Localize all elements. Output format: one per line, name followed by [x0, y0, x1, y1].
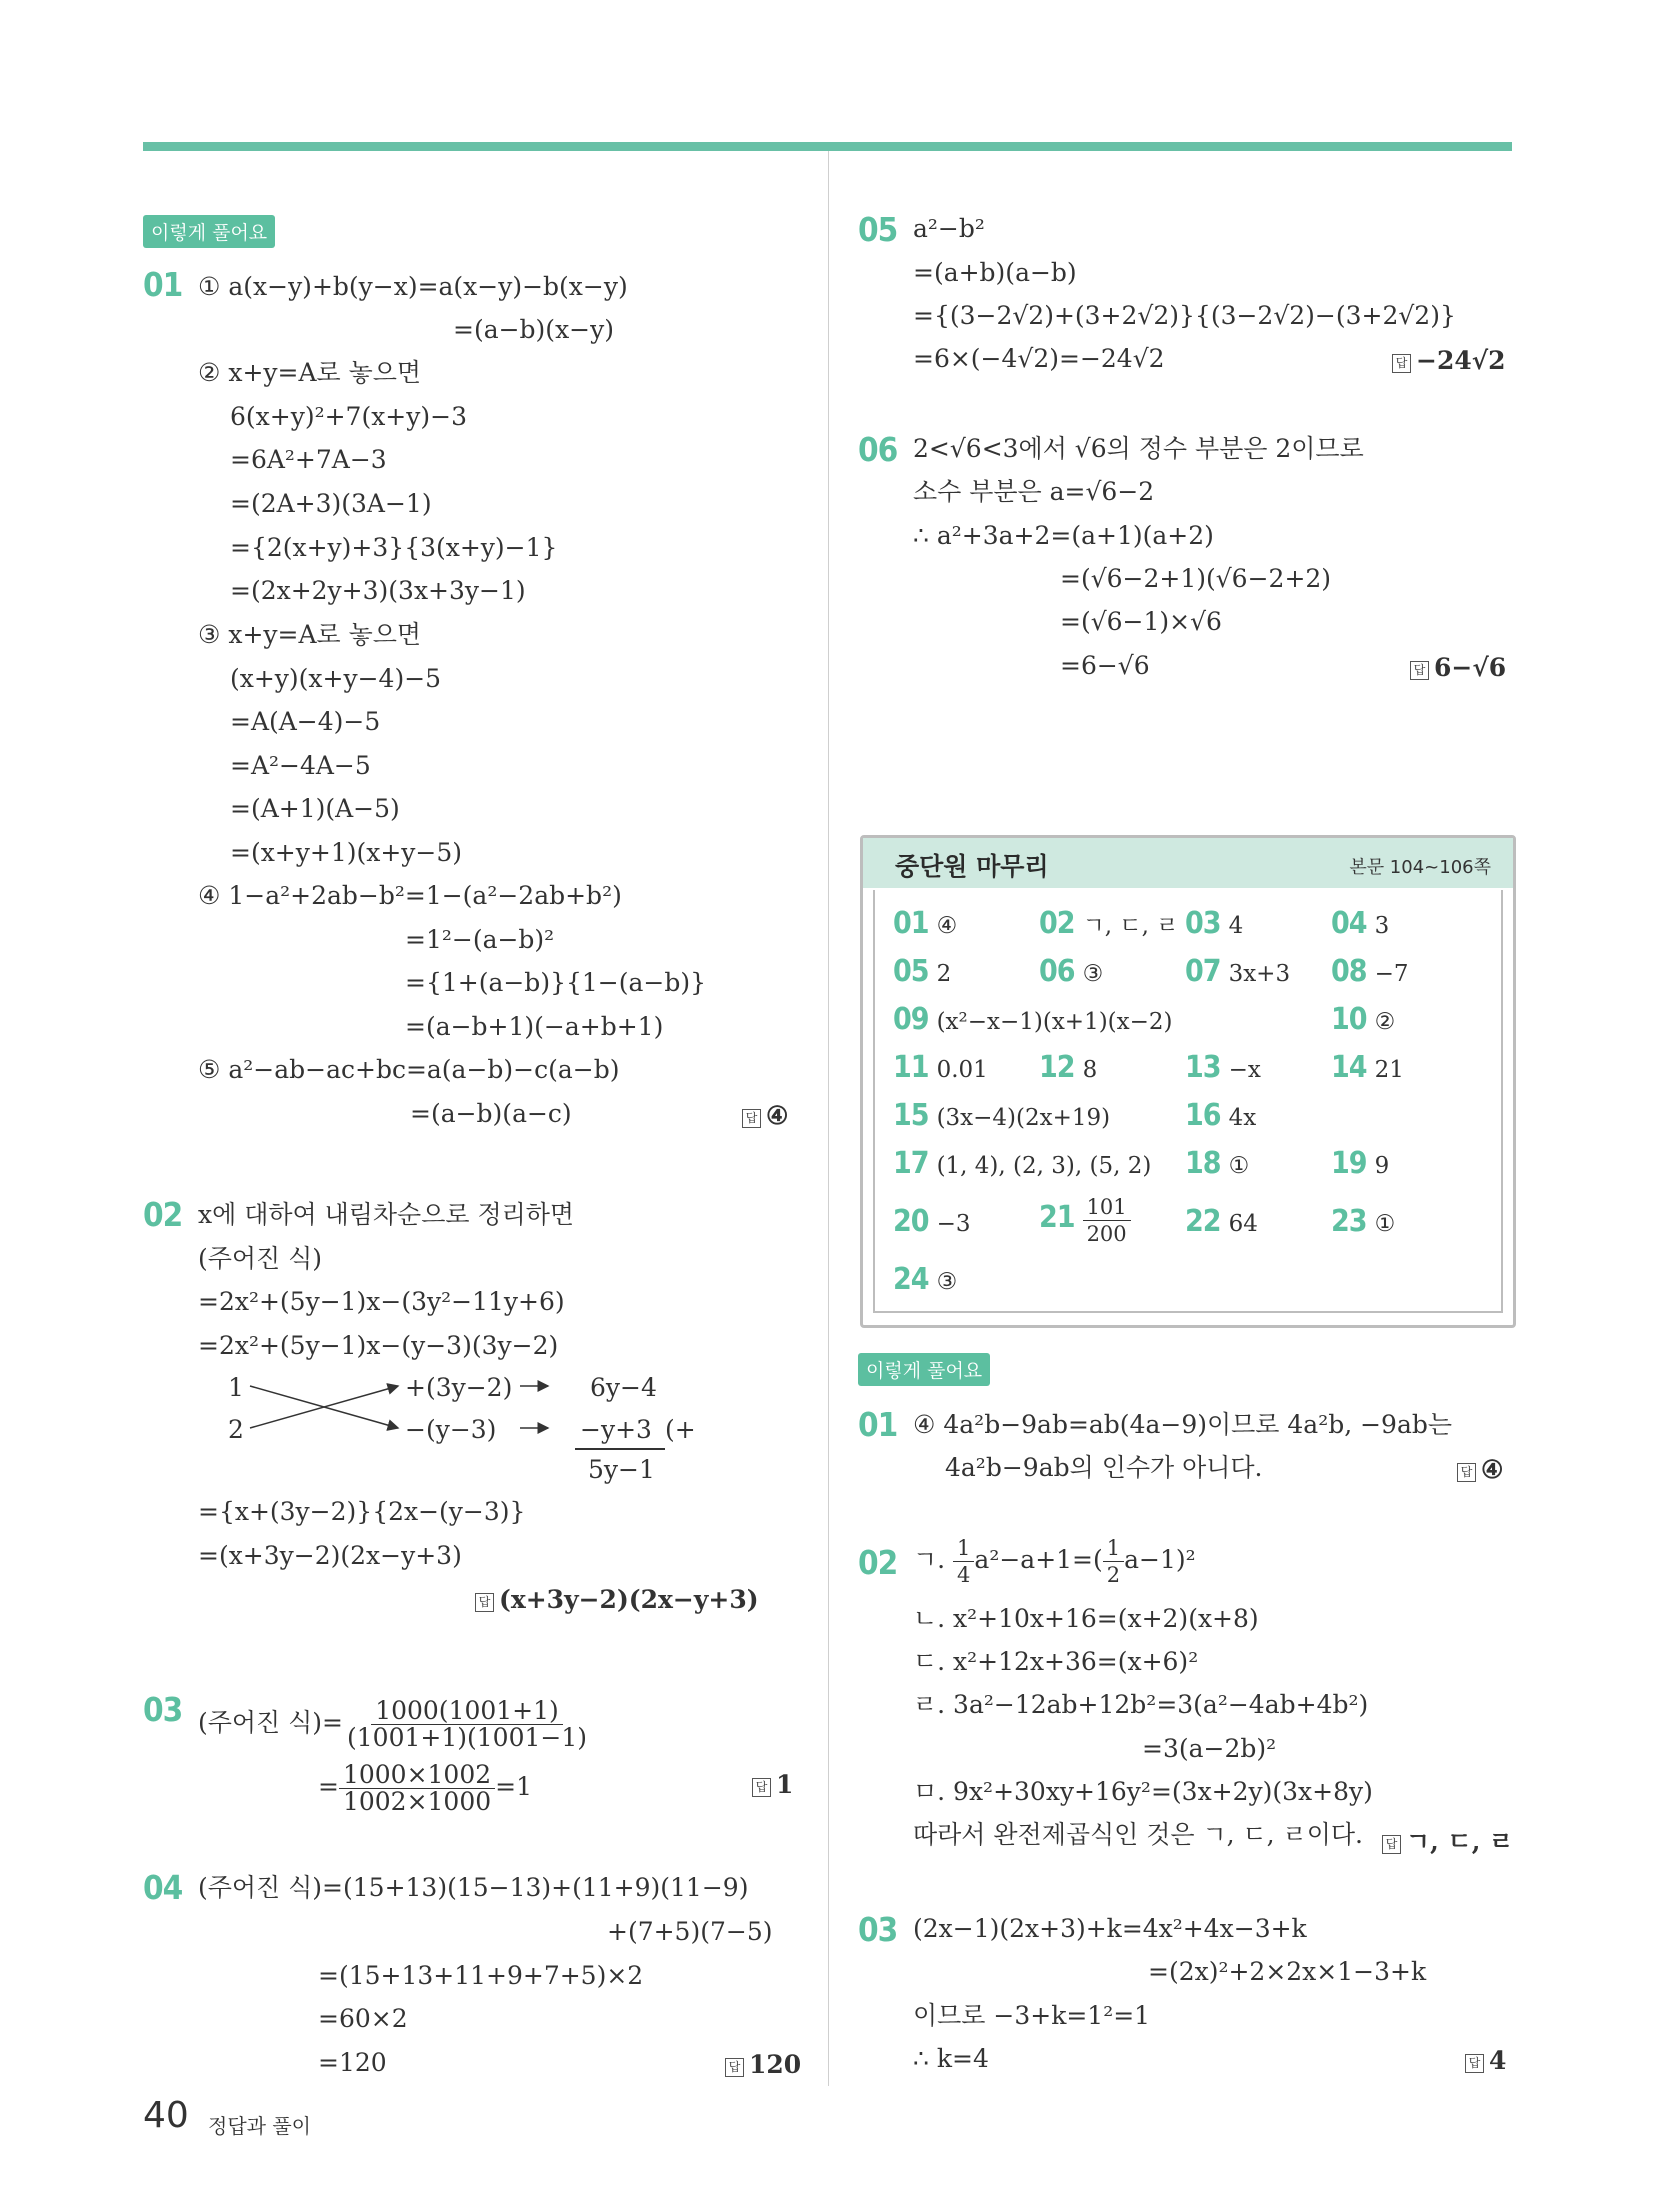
item-answer: 8: [1082, 1057, 1098, 1083]
item-answer: 64: [1228, 1211, 1258, 1237]
item-answer: −7: [1374, 961, 1409, 987]
summary-header: [863, 838, 1513, 888]
summary-box: [860, 835, 1516, 1328]
equals-sign: =: [318, 1772, 339, 1801]
fraction-denominator: 4: [957, 1563, 971, 1587]
answer-value: ④: [1481, 1455, 1504, 1484]
problem-number: 03: [143, 1690, 183, 1729]
summary-title: 중단원 마무리: [895, 852, 1049, 881]
answer-mark-icon: 답: [742, 1109, 761, 1128]
cross-sum: 5y−1: [588, 1455, 655, 1484]
solution-line: [318, 1762, 532, 1815]
solution-line: =2x²+(5y−1)x−(y−3)(3y−2): [198, 1331, 559, 1360]
problem-number: 02: [858, 1543, 898, 1582]
answer-item: [1185, 1204, 1258, 1239]
answer-item: [1185, 906, 1243, 941]
solution-line: =(a+b)(a−b): [913, 258, 1077, 287]
solution-line: =(a−b)(x−y): [453, 315, 614, 344]
expression: a²−a+1=(: [974, 1545, 1103, 1574]
expression: a−1)²: [1124, 1545, 1196, 1574]
item-number: 20: [893, 1204, 929, 1239]
item-answer: −x: [1228, 1057, 1261, 1083]
solution-line: ={x+(3y−2)}{2x−(y−3)}: [198, 1497, 526, 1526]
solution-line: =(x+y+1)(x+y−5): [230, 838, 463, 867]
item-answer: 3: [1374, 913, 1390, 939]
answer: [1392, 346, 1506, 375]
answer-item: [893, 954, 951, 989]
item-number: 19: [1331, 1146, 1367, 1181]
item-answer: ①: [1228, 1153, 1250, 1179]
given-expression-label: (주어진 식)=: [198, 1708, 344, 1737]
answer-item: [893, 906, 957, 941]
item-number: 13: [1185, 1050, 1221, 1085]
answer-item: [1331, 1204, 1395, 1239]
solution-line: =1²−(a−b)²: [405, 925, 555, 954]
item-answer: 4: [1228, 913, 1244, 939]
solution-line: =A(A−4)−5: [230, 707, 381, 736]
item-number: 10: [1331, 1002, 1367, 1037]
item-answer: 4x: [1228, 1105, 1257, 1131]
solution-line: 소수 부분은 a=√6−2: [913, 477, 1155, 506]
item-number: 08: [1331, 954, 1367, 989]
fraction-numerator: 1: [1103, 1535, 1124, 1562]
solution-line: ㄷ. x²+12x+36=(x+6)²: [913, 1647, 1199, 1676]
problem-number: 02: [143, 1195, 183, 1234]
problem-number: 01: [858, 1405, 898, 1444]
fraction: [343, 1698, 591, 1751]
fraction: [1103, 1535, 1124, 1588]
item-answer: ㄱ, ㄷ, ㄹ: [1082, 913, 1179, 939]
item-number: 21: [1039, 1199, 1075, 1235]
solution-line: [913, 1535, 1196, 1588]
item-number: 17: [893, 1146, 929, 1181]
solution-line: ㄴ. x²+10x+16=(x+2)(x+8): [913, 1604, 1259, 1633]
item-number: 23: [1331, 1204, 1367, 1239]
cross-right-bottom: −y+3: [580, 1415, 652, 1444]
solution-line: =(a−b+1)(−a+b+1): [405, 1012, 664, 1041]
solution-line: =A²−4A−5: [230, 751, 371, 780]
solution-line: (주어진 식)=(15+13)(15−13)+(11+9)(11−9): [198, 1873, 749, 1902]
solution-line: ={1+(a−b)}{1−(a−b)}: [405, 968, 707, 997]
item-number: 14: [1331, 1050, 1367, 1085]
item-number: 12: [1039, 1050, 1075, 1085]
cross-plus: (+: [665, 1415, 696, 1444]
top-rule: [143, 142, 1512, 151]
solution-line: 이므로 −3+k=1²=1: [913, 2001, 1151, 2030]
fraction-numerator: 1000(1001+1): [371, 1698, 563, 1725]
summary-page-ref: 본문 104~106쪽: [1349, 857, 1491, 878]
answer-item: [1039, 1194, 1131, 1247]
item-number: 07: [1185, 954, 1221, 989]
solution-line: =(x+3y−2)(2x−y+3): [198, 1541, 462, 1570]
solution-line: ∴ k=4: [913, 2044, 989, 2073]
item-number: 02: [1039, 906, 1075, 941]
solution-line: ④ 1−a²+2ab−b²=1−(a²−2ab+b²): [198, 881, 622, 910]
item-answer: ④: [936, 913, 958, 939]
answer-value: ㄱ, ㄷ, ㄹ: [1406, 1827, 1514, 1856]
cross-mid-bottom: −(y−3): [405, 1415, 497, 1444]
answer-mark-icon: 답: [1382, 1835, 1401, 1854]
solution-line: (x+y)(x+y−4)−5: [230, 664, 442, 693]
answer: [752, 1770, 793, 1799]
solution-line: 4a²b−9ab의 인수가 아니다.: [945, 1453, 1263, 1482]
item-number: 18: [1185, 1146, 1221, 1181]
item-answer: ③: [936, 1269, 958, 1295]
answer-mark-icon: 답: [1465, 2054, 1484, 2073]
solution-line: ⑤ a²−ab−ac+bc=a(a−b)−c(a−b): [198, 1055, 620, 1084]
answer-mark-icon: 답: [725, 2058, 744, 2077]
fraction-denominator: 2: [1106, 1563, 1121, 1587]
solution-line: =(2x)²+2×2x×1−3+k: [1148, 1957, 1427, 1986]
item-number: 04: [1331, 906, 1367, 941]
solution-line: ㅁ. 9x²+30xy+16y²=(3x+2y)(3x+8y): [913, 1777, 1373, 1806]
solution-line: ={(3−2√2)+(3+2√2)}{(3−2√2)−(3+2√2)}: [913, 301, 1456, 330]
solution-line: =6−√6: [1060, 651, 1150, 680]
solution-tag: 이렇게 풀어요: [143, 215, 275, 248]
item-answer: ②: [1374, 1009, 1396, 1035]
fraction-numerator: 101: [1083, 1194, 1131, 1221]
solution-line: 6(x+y)²+7(x+y)−3: [230, 402, 467, 431]
item-answer: (1, 4), (2, 3), (5, 2): [936, 1153, 1152, 1179]
answer-item: [1185, 1050, 1261, 1085]
solution-line: =2x²+(5y−1)x−(3y²−11y+6): [198, 1287, 565, 1316]
answer-item: [1331, 954, 1408, 989]
fraction-denominator: 200: [1086, 1222, 1127, 1246]
solution-line: =120: [318, 2048, 387, 2077]
answer-item: [1185, 1146, 1249, 1181]
footer-label: 정답과 풀이: [208, 2114, 311, 2138]
problem-number: 01: [143, 265, 183, 304]
solution-line: =(a−b)(a−c): [410, 1099, 572, 1128]
item-answer: 0.01: [936, 1057, 988, 1083]
solution-line: a²−b²: [913, 214, 985, 243]
answer-mark-icon: 답: [752, 1778, 771, 1797]
item-number: 16: [1185, 1098, 1221, 1133]
item-answer: (3x−4)(2x+19): [936, 1105, 1111, 1131]
answer-item: [1185, 954, 1290, 989]
answer: [1465, 2046, 1506, 2075]
solution-line: +(7+5)(7−5): [607, 1917, 773, 1946]
answer-mark-icon: 답: [1457, 1463, 1476, 1482]
fraction-denominator: 1002×1000: [342, 1787, 492, 1816]
cross-left-bottom: 2: [228, 1415, 244, 1444]
item-number: 01: [893, 906, 929, 941]
answer-value: 1: [776, 1770, 794, 1799]
answer: [1457, 1455, 1503, 1484]
solution-line: =(√6−2+1)(√6−2+2): [1060, 564, 1332, 593]
answer-item: [893, 1098, 1110, 1133]
answer-value: 120: [749, 2050, 802, 2079]
cross-right-top: 6y−4: [590, 1373, 657, 1402]
problem-number: 04: [143, 1868, 183, 1907]
column-divider: [828, 151, 829, 2086]
fraction: [339, 1762, 495, 1815]
item-number: 03: [1185, 906, 1221, 941]
answer: [742, 1101, 788, 1130]
item-number: 11: [893, 1050, 929, 1085]
solution-tag: 이렇게 풀어요: [858, 1353, 990, 1386]
answer-mark-icon: 답: [1392, 354, 1411, 373]
answer-item: [1185, 1098, 1256, 1133]
answer-value: (x+3y−2)(2x−y+3): [499, 1585, 759, 1614]
item-answer: ①: [1374, 1211, 1396, 1237]
solution-line: 따라서 완전제곱식인 것은 ㄱ, ㄷ, ㄹ이다.: [913, 1820, 1363, 1849]
cross-left-top: 1: [228, 1373, 244, 1402]
sum-rule: [575, 1448, 665, 1450]
answer-item: [1331, 1002, 1395, 1037]
solution-line: =6A²+7A−3: [230, 445, 387, 474]
solution-line: =(A+1)(A−5): [230, 794, 400, 823]
cross-mid-top: +(3y−2): [405, 1373, 513, 1402]
answer-item: [1331, 1050, 1404, 1085]
answer: [725, 2050, 801, 2079]
solution-line: (주어진 식): [198, 1244, 323, 1273]
answer-item: [1331, 1146, 1389, 1181]
answer-item: [893, 1002, 1173, 1037]
result: =1: [495, 1772, 533, 1801]
answer: [1382, 1822, 1513, 1858]
solution-line: ㄹ. 3a²−12ab+12b²=3(a²−4ab+4b²): [913, 1690, 1369, 1719]
answer-item: [893, 1262, 957, 1297]
item-number: 24: [893, 1262, 929, 1297]
answer-mark-icon: 답: [475, 1593, 494, 1612]
item-answer: 2: [936, 961, 952, 987]
answer-value: −24√2: [1416, 346, 1506, 375]
solution-line: ① a(x−y)+b(y−x)=a(x−y)−b(x−y): [198, 272, 628, 301]
solution-line: ② x+y=A로 놓으면: [198, 358, 422, 387]
fraction: [1083, 1194, 1131, 1247]
answer: [1410, 653, 1506, 682]
page-number: 40: [143, 2095, 189, 2136]
answer-item: [1331, 906, 1389, 941]
item-number: 22: [1185, 1204, 1221, 1239]
solution-line: (2x−1)(2x+3)+k=4x²+4x−3+k: [913, 1914, 1307, 1943]
solution-line: x에 대하여 내림차순으로 정리하면: [198, 1200, 575, 1229]
answer-value: 4: [1489, 2046, 1507, 2075]
item-number: 09: [893, 1002, 929, 1037]
fraction: [953, 1535, 974, 1588]
answer-value: ④: [766, 1101, 789, 1130]
item-label: ㄱ.: [913, 1545, 954, 1574]
answer-item: [1039, 906, 1178, 941]
item-answer: 9: [1374, 1153, 1390, 1179]
item-number: 06: [1039, 954, 1075, 989]
solution-line: =(15+13+11+9+7+5)×2: [318, 1961, 644, 1990]
item-answer: 21: [1374, 1057, 1404, 1083]
solution-line: =(2x+2y+3)(3x+3y−1): [230, 576, 526, 605]
answer: [475, 1585, 759, 1614]
solution-line: ∴ a²+3a+2=(a+1)(a+2): [913, 521, 1214, 550]
solution-line: =(2A+3)(3A−1): [230, 489, 432, 518]
item-answer: (x²−x−1)(x+1)(x−2): [936, 1009, 1173, 1035]
item-number: 15: [893, 1098, 929, 1133]
problem-number: 03: [858, 1910, 898, 1949]
problem-number: 06: [858, 430, 898, 469]
answer-item: [1039, 954, 1103, 989]
solution-line: [198, 1698, 591, 1751]
problem-number: 05: [858, 210, 898, 249]
answer-item: [1039, 1050, 1097, 1085]
solution-line: ={2(x+y)+3}{3(x+y)−1}: [230, 533, 558, 562]
solution-line: ④ 4a²b−9ab=ab(4a−9)이므로 4a²b, −9ab는: [913, 1410, 1453, 1439]
solution-line: =6×(−4√2)=−24√2: [913, 344, 1165, 373]
fraction-numerator: 1: [953, 1535, 974, 1562]
item-number: 05: [893, 954, 929, 989]
fraction-denominator: (1001+1)(1001−1): [347, 1723, 587, 1752]
solution-line: 2<√6<3에서 √6의 정수 부분은 2이므로: [913, 434, 1364, 463]
answer-item: [893, 1050, 988, 1085]
solution-line: =3(a−2b)²: [1142, 1734, 1277, 1763]
fraction-numerator: 1000×1002: [339, 1762, 495, 1789]
item-answer: ③: [1082, 961, 1104, 987]
answer-mark-icon: 답: [1410, 661, 1429, 680]
item-answer: −3: [936, 1211, 971, 1237]
answer-item: [893, 1146, 1151, 1181]
solution-line: =(√6−1)×√6: [1060, 607, 1222, 636]
solution-line: ③ x+y=A로 놓으면: [198, 620, 422, 649]
answer-value: 6−√6: [1434, 653, 1507, 682]
item-answer: 3x+3: [1228, 961, 1291, 987]
solution-line: =60×2: [318, 2004, 408, 2033]
answer-item: [893, 1204, 970, 1239]
